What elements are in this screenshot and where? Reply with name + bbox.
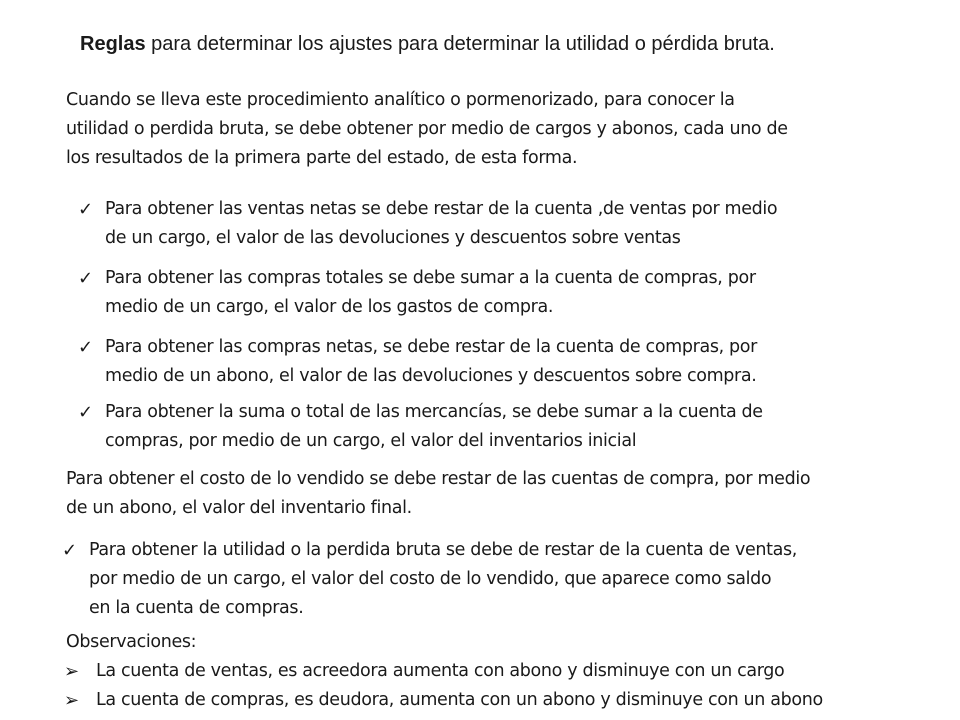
checkmark-icon: ✓ bbox=[78, 268, 93, 289]
observations-heading: Observaciones: bbox=[66, 632, 197, 652]
intro-line: Cuando se lleva este procedimiento analítico o pormenorizado, para conocer la bbox=[66, 90, 735, 110]
checkmark-icon: ✓ bbox=[78, 402, 93, 423]
intro-line: utilidad o perdida bruta, se debe obtener por medio de cargos y abonos, cada uno de bbox=[66, 119, 788, 139]
checklist-line: Para obtener las ventas netas se debe restar de la cuenta ,de ventas por medio bbox=[105, 199, 778, 219]
gross-line: Para obtener la utilidad o la perdida bruta se debe de restar de la cuenta de ventas, bbox=[89, 540, 798, 560]
arrow-bullet-icon: ➢ bbox=[64, 690, 79, 711]
observation-text: La cuenta de compras, es deudora, aumenta con un abono y disminuye con un abono bbox=[96, 690, 823, 710]
cost-line: Para obtener el costo de lo vendido se debe restar de las cuentas de compra, por medio bbox=[66, 469, 811, 489]
checklist-line: Para obtener la suma o total de las mercancías, se debe sumar a la cuenta de bbox=[105, 402, 763, 422]
gross-line: en la cuenta de compras. bbox=[89, 598, 304, 618]
cost-line: de un abono, el valor del inventario final. bbox=[66, 498, 412, 518]
title-bold-word: Reglas bbox=[80, 33, 146, 55]
checkmark-icon: ✓ bbox=[62, 540, 77, 561]
checklist-line: de un cargo, el valor de las devoluciones y descuentos sobre ventas bbox=[105, 228, 681, 248]
intro-paragraph bbox=[66, 86, 788, 173]
checklist-line: medio de un cargo, el valor de los gastos de compra. bbox=[105, 297, 554, 317]
checklist-line: Para obtener las compras totales se debe sumar a la cuenta de compras, por bbox=[105, 268, 756, 288]
checkmark-icon: ✓ bbox=[78, 337, 93, 358]
checklist-line: medio de un abono, el valor de las devoluciones y descuentos sobre compra. bbox=[105, 366, 757, 386]
checklist-line: compras, por medio de un cargo, el valor del inventarios inicial bbox=[105, 431, 637, 451]
observation-text: La cuenta de ventas, es acreedora aumenta con abono y disminuye con un cargo bbox=[96, 661, 785, 681]
arrow-bullet-icon: ➢ bbox=[64, 661, 79, 682]
cost-paragraph bbox=[66, 465, 810, 523]
checkmark-icon: ✓ bbox=[78, 199, 93, 220]
page-title bbox=[80, 33, 940, 56]
checklist-line: Para obtener las compras netas, se debe restar de la cuenta de compras, por bbox=[105, 337, 758, 357]
gross-line: por medio de un cargo, el valor del costo de lo vendido, que aparece como saldo bbox=[89, 569, 772, 589]
title-rest: para determinar los ajustes para determinar la utilidad o pérdida bruta. bbox=[145, 33, 775, 55]
intro-line: los resultados de la primera parte del estado, de esta forma. bbox=[66, 148, 578, 168]
